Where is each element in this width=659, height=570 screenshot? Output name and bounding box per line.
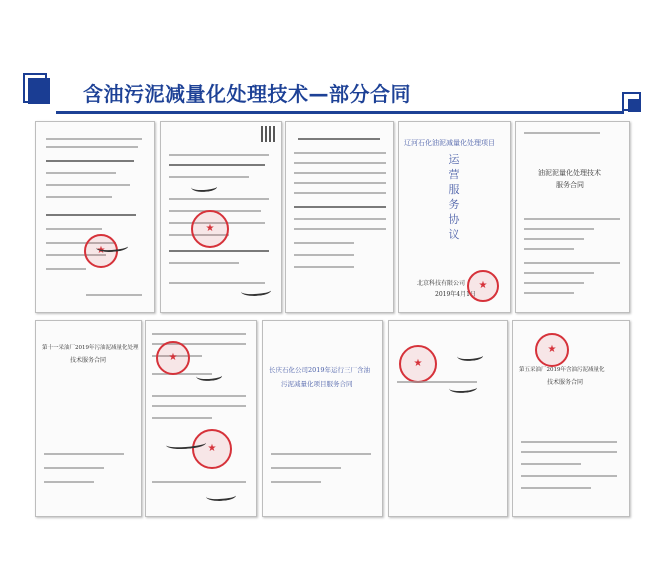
- doc-subtitle: 污泥减量化项目服务合同: [281, 380, 353, 388]
- doc-company: 北京科技有限公司: [417, 280, 466, 287]
- contract-scan-9: [388, 320, 508, 517]
- contract-scan-10: [512, 320, 630, 517]
- page-title: 含油污泥减量化处理技术—部分合同: [83, 82, 411, 106]
- doc-title: 长庆石化公司2019年运行三厂含油: [269, 366, 371, 374]
- doc-title: 第五采油厂2019年含油污泥减量化: [519, 367, 605, 373]
- doc-date: 2019年4月1日: [435, 291, 476, 298]
- contract-scan-6: [35, 320, 142, 517]
- doc-project-line: 辽河石化油泥减量化处理项目: [404, 139, 495, 147]
- signature: [206, 489, 237, 502]
- signature: [196, 370, 223, 383]
- red-seal: [156, 341, 190, 375]
- contract-scan-4: [398, 121, 511, 313]
- contract-scan-2: [160, 121, 282, 313]
- contract-scan-3: [285, 121, 394, 313]
- doc-subtitle: 技术服务合同: [547, 379, 584, 386]
- header-underline: [56, 111, 624, 114]
- corner-filled-square: [628, 99, 641, 112]
- signature: [457, 350, 484, 363]
- doc-subtitle: 技术服务合同: [70, 357, 107, 364]
- contract-scan-5: [515, 121, 630, 313]
- red-seal: [191, 210, 229, 248]
- red-seal: [399, 345, 437, 383]
- slide-header: [0, 0, 659, 120]
- red-seal: [192, 429, 232, 469]
- doc-subtitle: 服务合同: [556, 181, 584, 189]
- header-filled-square: [28, 78, 50, 104]
- qr-code-icon: [261, 126, 277, 142]
- contract-scan-8: [262, 320, 383, 517]
- signature: [191, 181, 218, 194]
- doc-vertical-title: 运营服务协议: [448, 153, 460, 241]
- doc-title: 油泥泥量化处理技术: [538, 169, 601, 177]
- contract-scan-1: [35, 121, 155, 313]
- red-seal: [535, 333, 569, 367]
- red-seal: [467, 270, 499, 302]
- doc-title: 第十一采油厂2019年污油泥减量化处理: [42, 345, 139, 351]
- contract-scan-7: [145, 320, 257, 517]
- signature: [449, 382, 478, 395]
- signature: [241, 284, 272, 297]
